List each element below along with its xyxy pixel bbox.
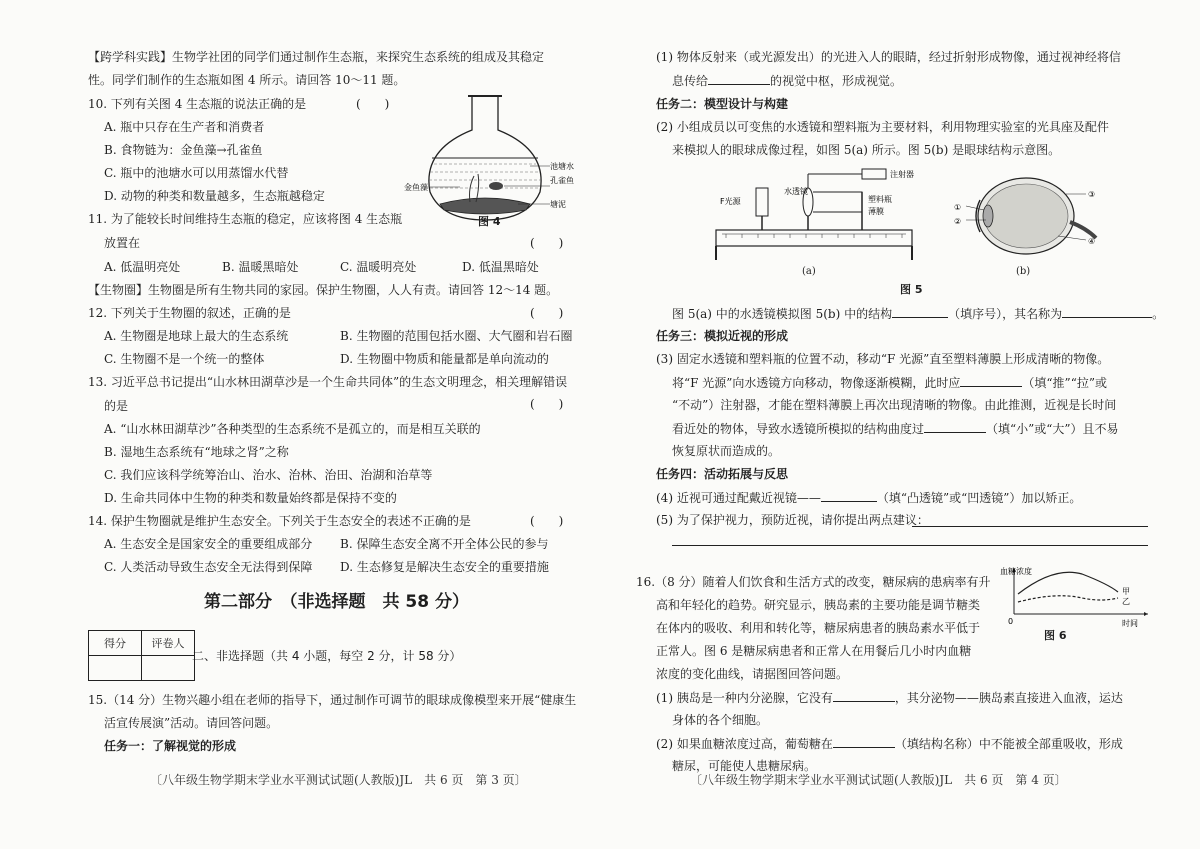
fig5a-label-syringe: 注射器 xyxy=(890,170,914,179)
option-11d: D. 低温黑暗处 xyxy=(462,260,539,274)
fig4-label-weed: 金鱼藻 xyxy=(404,183,428,192)
option-12b: B. 生物圈的范围包括水圈、大气圈和岩石圈 xyxy=(340,329,573,343)
question-10: 10. 下列有关图 4 生态瓶的说法正确的是 xyxy=(88,97,307,111)
option-11b: B. 温暖黑暗处 xyxy=(222,260,299,274)
score-table xyxy=(88,630,195,681)
q15-sub2: (2) 小组成员以可变焦的水透镜和塑料瓶为主要材料，利用物理实验室的光具座及配件 xyxy=(656,120,1109,134)
series-line-jia xyxy=(1018,572,1118,594)
option-13d: D. 生命共同体中生物的种类和数量始终都是保持不变的 xyxy=(104,491,397,505)
fig6-ylabel xyxy=(1000,566,1032,576)
q15-sub3-line4 xyxy=(672,420,1119,437)
fig5a-label-lens: 水透镜 xyxy=(784,187,808,196)
figure-5-caption: 图 5 xyxy=(900,283,923,296)
question-14: 14. 保护生物圈就是维护生态安全。下列关于生态安全的表述不正确的是 xyxy=(88,514,471,528)
q16-sub1 xyxy=(656,689,1123,706)
q16-sub2-pre: (2) 如果血糖浓度过高，葡萄糖在 xyxy=(656,737,833,751)
question-16-line3: 在体内的吸收、利用和转化等，糖尿病患者的胰岛素水平低于 xyxy=(656,621,981,635)
figure-5b-label: (b) xyxy=(1016,266,1031,277)
option-13b: B. 湿地生态系统有“地球之肾”之称 xyxy=(104,445,289,459)
q15-sub3-line3: “不动”）注射器，才能在塑料薄膜上再次出现清晰的物像。由此推测，近视是长时间 xyxy=(672,398,1117,412)
grader-header: 评卷人 xyxy=(142,631,195,656)
answer-blank-8[interactable] xyxy=(833,735,895,748)
fig5a-label-bottle: 塑料瓶 xyxy=(868,195,892,204)
answer-blank-4[interactable] xyxy=(960,374,1022,387)
q15-sub1-post: 的视觉中枢，形成视觉。 xyxy=(770,74,903,88)
intro-text-2: 性。同学们制作的生态瓶如图 4 所示。请回答 10～11 题。 xyxy=(88,73,406,87)
answer-paren-14: ( ) xyxy=(530,514,564,528)
q15-sub3-pre2: 看近处的物体，导致水透镜所模拟的结构曲度过 xyxy=(672,422,925,436)
series-line-yi xyxy=(1018,596,1118,602)
task-3-heading: 任务三：模拟近视的形成 xyxy=(656,329,789,343)
q15-sub2-end: 。 xyxy=(1152,307,1165,321)
q16-sub1-line2: 身体的各个细胞。 xyxy=(672,713,769,727)
fig6-origin: 0 xyxy=(1008,617,1014,626)
answer-blank-6[interactable] xyxy=(821,489,877,502)
answer-paren-10: ( ) xyxy=(356,97,390,111)
grader-cell[interactable] xyxy=(142,656,195,681)
q16-sub2-line2: 糖尿，可能使人患糖尿病。 xyxy=(672,759,817,773)
fig5a-label-f-source: F光源 xyxy=(720,197,741,206)
question-16-line2: 高和年轻化的趋势。研究显示，胰岛素的主要功能是调节糖类 xyxy=(656,598,981,612)
task-1-heading: 任务一：了解视觉的形成 xyxy=(104,739,237,753)
question-11: 11. 为了能较长时间维持生态瓶的稳定，应该将图 4 生态瓶 xyxy=(88,212,403,226)
option-14a: A. 生态安全是国家安全的重要组成部分 xyxy=(104,537,313,551)
option-14b: B. 保障生态安全离不开全体公民的参与 xyxy=(340,537,549,551)
q15-sub2-mid: （填序号），其名称为 xyxy=(948,307,1063,321)
fig5b-label-3: ③ xyxy=(1088,190,1096,199)
answer-paren-13: ( ) xyxy=(530,397,564,411)
option-14d: D. 生态修复是解决生态安全的重要措施 xyxy=(340,560,549,574)
section-2-heading: 二、非选择题（共 4 小题，每空 2 分，计 58 分） xyxy=(192,649,462,663)
q15-sub3-line5: 恢复原状而造成的。 xyxy=(672,444,781,458)
fig6-xlabel: 时间 xyxy=(1122,619,1138,628)
answer-line-2[interactable] xyxy=(672,545,1148,546)
q15-sub2-question xyxy=(672,305,1164,322)
q15-sub4-post: （填“凸透镜”或“凹透镜”）加以矫正。 xyxy=(876,491,1082,505)
answer-blank-3[interactable] xyxy=(1062,305,1152,318)
figure-5a-optical-bench xyxy=(712,164,922,278)
question-16: 16.（8 分）随着人们饮食和生活方式的改变，糖尿病的患病率有升 xyxy=(636,575,991,589)
q16-sub2-post: （填结构名称）中不能被全部重吸收，形成 xyxy=(894,737,1123,751)
option-11c: C. 温暖明亮处 xyxy=(340,260,417,274)
page-footer: 〔八年级生物学期末学业水平测试试题(人教版)JL 共 6 页 第 3 页〕 xyxy=(150,773,527,787)
score-header: 得分 xyxy=(89,631,142,656)
fig4-label-pond: 池塘水 xyxy=(550,162,574,171)
q15-sub4 xyxy=(656,489,1081,506)
figure-6-caption: 图 6 xyxy=(1044,629,1067,642)
intro-text-3: 【生物圈】生物圈是所有生物共同的家园。保护生物圈，人人有责。请回答 12～14 题。 xyxy=(88,283,559,297)
fig4-label-mud: 塘泥 xyxy=(550,200,566,209)
figure-5b-eyeball xyxy=(946,172,1106,262)
figure-4-eco-bottle xyxy=(400,92,580,232)
option-12d: D. 生物圈中物质和能量都是单向流动的 xyxy=(340,352,549,366)
q15-sub3-post: （填“推”“拉”或 xyxy=(1022,376,1107,390)
answer-paren-12: ( ) xyxy=(530,306,564,320)
fig5b-label-2: ② xyxy=(954,217,962,226)
part-2-title: 第二部分 （非选择题 共 58 分） xyxy=(204,592,469,612)
option-13c: C. 我们应该科学统筹治山、治水、治林、治田、治湖和治草等 xyxy=(104,468,433,482)
question-11-cont: 放置在 xyxy=(104,236,141,250)
question-15-cont: 活宣传展演”活动。请回答问题。 xyxy=(104,716,279,730)
q15-sub3-line2 xyxy=(672,374,1107,391)
question-15: 15.（14 分）生物兴趣小组在老师的指导下，通过制作可调节的眼球成像模型来开展“健康生 xyxy=(88,693,577,707)
fig4-label-fish: 孔雀鱼 xyxy=(550,176,574,185)
intro-text-1: 【跨学科实践】生物学社团的同学们通过制作生态瓶，来探究生态系统的组成及其稳定 xyxy=(88,50,545,64)
option-10d: D. 动物的种类和数量越多，生态瓶越稳定 xyxy=(104,189,325,203)
figure-6-glucose-chart xyxy=(996,564,1156,630)
score-cell[interactable] xyxy=(89,656,142,681)
fig5b-label-4: ④ xyxy=(1088,237,1096,246)
q15-sub1-pre: 息传给 xyxy=(672,74,709,88)
q15-sub3: (3) 固定水透镜和塑料瓶的位置不动，移动“F 光源”直至塑料薄膜上形成清晰的物像。 xyxy=(656,352,1110,366)
q15-sub1: (1) 物体反射来（或光源发出）的光进入人的眼睛，经过折射形成物像，通过视神经将信 xyxy=(656,50,1121,64)
answer-blank-5[interactable] xyxy=(924,420,986,433)
option-10b: B. 食物链为：金鱼藻→孔雀鱼 xyxy=(104,143,263,157)
q15-sub4-pre: (4) 近视可通过配戴近视镜—— xyxy=(656,491,821,505)
answer-line-1[interactable] xyxy=(912,526,1148,527)
q15-sub2-pre: 图 5(a) 中的水透镜模拟图 5(b) 中的结构 xyxy=(672,307,893,321)
question-16-line4: 正常人。图 6 是糖尿病患者和正常人在用餐后几小时内血糖 xyxy=(656,644,972,658)
page-footer: 〔八年级生物学期末学业水平测试试题(人教版)JL 共 6 页 第 4 页〕 xyxy=(690,773,1067,787)
option-12c: C. 生物圈不是一个统一的整体 xyxy=(104,352,265,366)
option-11a: A. 低温明亮处 xyxy=(104,260,181,274)
option-10a: A. 瓶中只存在生产者和消费者 xyxy=(104,120,265,134)
task-4-heading: 任务四：活动拓展与反思 xyxy=(656,467,789,481)
answer-blank-7[interactable] xyxy=(833,689,895,702)
fig5b-label-1: ① xyxy=(954,203,962,212)
question-12: 12. 下列关于生物圈的叙述，正确的是 xyxy=(88,306,291,320)
option-10c: C. 瓶中的池塘水可以用蒸馏水代替 xyxy=(104,166,289,180)
option-14c: C. 人类活动导致生态安全无法得到保障 xyxy=(104,560,313,574)
answer-paren-11: ( ) xyxy=(530,236,564,250)
q16-sub2 xyxy=(656,735,1123,752)
q15-sub3-post2: （填“小”或“大”）且不易 xyxy=(986,422,1119,436)
figure-4-caption: 图 4 xyxy=(478,215,501,228)
q15-sub5: (5) 为了保护视力，预防近视，请你提出两点建议： xyxy=(656,513,929,527)
fig6-series-jia: 甲 xyxy=(1122,587,1130,596)
question-16-line5: 浓度的变化曲线，请据图回答问题。 xyxy=(656,667,849,681)
answer-blank-2[interactable] xyxy=(892,305,948,318)
fig6-series-yi: 乙 xyxy=(1122,597,1130,606)
page-4 xyxy=(600,0,1200,849)
q16-sub1-pre: (1) 胰岛是一种内分泌腺，它没有 xyxy=(656,691,833,705)
question-13-cont: 的是 xyxy=(104,399,129,413)
q16-sub1-post: ，其分泌物——胰岛素直接进入血液，运达 xyxy=(894,691,1123,705)
fig5a-label-film: 薄膜 xyxy=(868,207,884,216)
q15-sub2-cont: 来模拟人的眼球成像过程，如图 5(a) 所示。图 5(b) 是眼球结构示意图。 xyxy=(672,143,1061,157)
option-12a: A. 生物圈是地球上最大的生态系统 xyxy=(104,329,289,343)
question-13: 13. 习近平总书记提出“山水林田湖草沙是一个生命共同体”的生态文明理念，相关理解错误 xyxy=(88,375,568,389)
answer-blank-1[interactable] xyxy=(708,72,770,85)
q15-sub3-pre: 将“F 光源”向水透镜方向移动，物像逐渐模糊，此时应 xyxy=(672,376,961,390)
fig6-ylabel-text: 血糖浓度 xyxy=(1000,567,1032,576)
option-13a: A. “山水林田湖草沙”各种类型的生态系统不是孤立的，而是相互关联的 xyxy=(104,422,481,436)
figure-5a-label: (a) xyxy=(802,266,816,277)
task-2-heading: 任务二：模型设计与构建 xyxy=(656,97,789,111)
q15-sub1-line2 xyxy=(672,72,902,89)
